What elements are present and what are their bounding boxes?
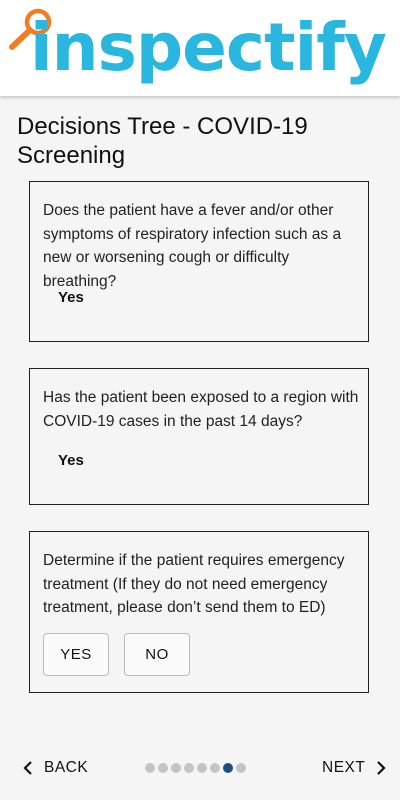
page-dot-active bbox=[223, 763, 233, 773]
page-title: Decisions Tree - COVID-19 Screening bbox=[17, 113, 308, 169]
page-dot bbox=[184, 763, 194, 773]
app-header bbox=[0, 0, 400, 96]
page-indicator bbox=[145, 763, 246, 773]
back-button[interactable] bbox=[22, 756, 88, 780]
question-card-emergency bbox=[29, 531, 369, 693]
chevron-left-icon bbox=[22, 760, 34, 776]
page-dot bbox=[171, 763, 181, 773]
page-dot bbox=[210, 763, 220, 773]
answer-value[interactable]: Yes bbox=[58, 452, 84, 469]
answer-value[interactable]: Yes bbox=[58, 289, 84, 306]
question-text: Has the patient been exposed to a region with COVID-19 cases in the past 14 days? bbox=[43, 389, 359, 430]
question-text: Does the patient have a fever and/or other symptoms of respiratory infection such as a new or worsening cough or difficulty breathing? bbox=[43, 202, 342, 290]
back-label: BACK bbox=[44, 759, 89, 776]
yes-button[interactable]: YES bbox=[43, 633, 109, 676]
question-card-exposure bbox=[29, 368, 369, 505]
no-button[interactable]: NO bbox=[124, 633, 190, 676]
page-dot bbox=[236, 763, 246, 773]
page-dot bbox=[197, 763, 207, 773]
inspectify-logo bbox=[0, 0, 400, 96]
page-dot bbox=[158, 763, 168, 773]
chevron-right-icon bbox=[375, 760, 387, 776]
question-card-fever bbox=[29, 181, 369, 342]
logo-text: inspectify bbox=[30, 9, 386, 86]
question-text: Determine if the patient requires emergency treatment (If they do not need emergency treatment, please don’t send them to ED) bbox=[43, 552, 345, 616]
page-dot bbox=[145, 763, 155, 773]
next-label: NEXT bbox=[322, 759, 366, 776]
next-button[interactable] bbox=[322, 756, 387, 780]
